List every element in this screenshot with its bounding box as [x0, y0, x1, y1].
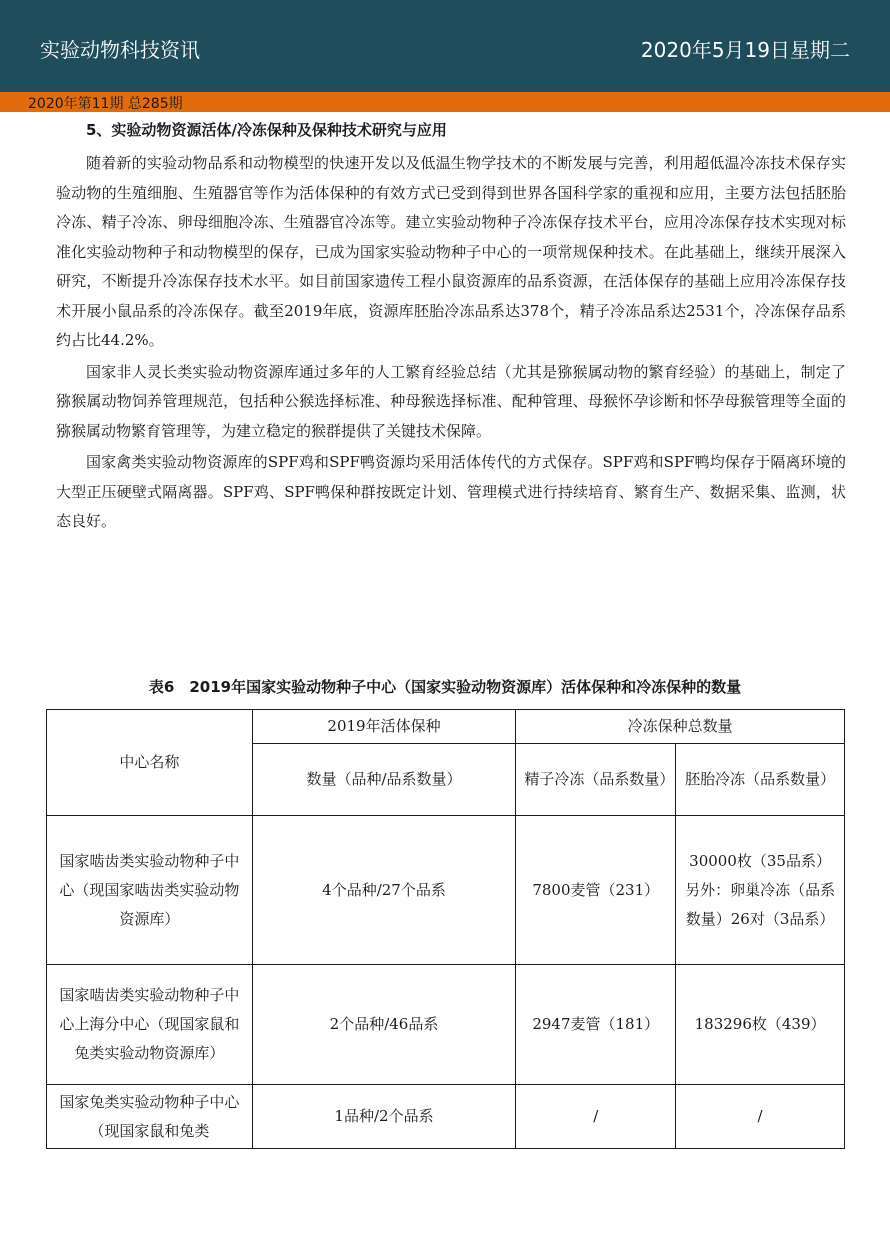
cell-center-name: 国家兔类实验动物种子中心（现国家鼠和兔类 — [47, 1085, 253, 1149]
cell-live: 2个品种/46品系 — [252, 965, 516, 1085]
table-row — [47, 965, 845, 1085]
table-header-row — [47, 710, 845, 744]
cell-embryo: / — [676, 1085, 845, 1149]
issue-number: 2020年第11期 总285期 — [28, 96, 183, 112]
cell-live: 1品种/2个品系 — [252, 1085, 516, 1149]
table-row — [47, 1085, 845, 1149]
cell-embryo: 183296枚（439） — [676, 965, 845, 1085]
cell-center-name: 国家啮齿类实验动物种子中心（现国家啮齿类实验动物资源库） — [47, 816, 253, 965]
header-sperm: 精子冷冻（品系数量） — [516, 744, 676, 816]
cell-sperm: 2947麦管（181） — [516, 965, 676, 1085]
article-body — [56, 118, 846, 539]
cell-sperm: / — [516, 1085, 676, 1149]
preservation-table — [46, 709, 845, 1149]
header-live: 2019年活体保种 — [252, 710, 516, 744]
header-bar — [0, 0, 890, 92]
header-frozen-total: 冷冻保种总数量 — [516, 710, 845, 744]
publication-title: 实验动物科技资讯 — [40, 38, 200, 62]
table-caption: 表6 2019年国家实验动物种子中心（国家实验动物资源库）活体保种和冷冻保种的数量 — [148, 678, 742, 696]
cell-center-name: 国家啮齿类实验动物种子中心上海分中心（现国家鼠和兔类实验动物资源库） — [47, 965, 253, 1085]
issue-bar — [0, 92, 890, 112]
header-center-name: 中心名称 — [47, 710, 253, 816]
cell-live: 4个品种/27个品系 — [252, 816, 516, 965]
table-row — [47, 816, 845, 965]
header-live-count: 数量（品种/品系数量） — [252, 744, 516, 816]
paragraph-primates: 国家非人灵长类实验动物资源库通过多年的人工繁育经验总结（尤其是猕猴属动物的繁育经验）的基础上，制定了猕猴属动物饲养管理规范，包括种公猴选择标准、种母猴选择标准、配种管理、母猴怀孕诊断和怀孕母猴管理等全面的猕猴属动物繁育管理等，为建立稳定的猴群提供了关键技术保障。 — [56, 362, 846, 440]
cell-embryo: 30000枚（35品系）另外：卵巢冷冻（品系数量）26对（3品系） — [676, 816, 845, 965]
issue-date: 2020年5月19日星期二 — [640, 38, 850, 62]
cell-sperm: 7800麦管（231） — [516, 816, 676, 965]
header-embryo: 胚胎冷冻（品系数量） — [676, 744, 845, 816]
paragraph-cryopreservation: 随着新的实验动物品系和动物模型的快速开发以及低温生物学技术的不断发展与完善，利用超低温冷冻技术保存实验动物的生殖细胞、生殖器官等作为活体保种的有效方式已受到得到世界各国科学家的重视和应用，主要方法包括胚胎冷冻、精子冷冻、卵母细胞冷冻、生殖器官冷冻等。建立实验动物种子冷冻保存技术平台，应用冷冻保存技术实现对标准化实验动物种子和动物模型的保存，已成为国家实验动物种子中心的一项常规保种技术。在此基础上，继续开展深入研究，不断提升冷冻保存技术水平。如目前国家遗传工程小鼠资源库的品系资源，在活体保存的基础上应用冷冻保存技术开展小鼠品系的冷冻保存。截至2019年底，资源库胚胎冷冻品系达378个，精子冷冻品系达2531个，冷冻保存品系约占比44.2%。 — [56, 154, 846, 349]
section-heading: 5、实验动物资源活体/冷冻保种及保种技术研究与应用 — [86, 121, 447, 139]
paragraph-poultry: 国家禽类实验动物资源库的SPF鸡和SPF鸭资源均采用活体传代的方式保存。SPF鸡和SPF鸭均保存于隔离环境的大型正压硬壁式隔离器。SPF鸡、SPF鸭保种群按既定计划、管理模式进行持续培育、繁育生产、数据采集、监测，状态良好。 — [56, 453, 846, 530]
